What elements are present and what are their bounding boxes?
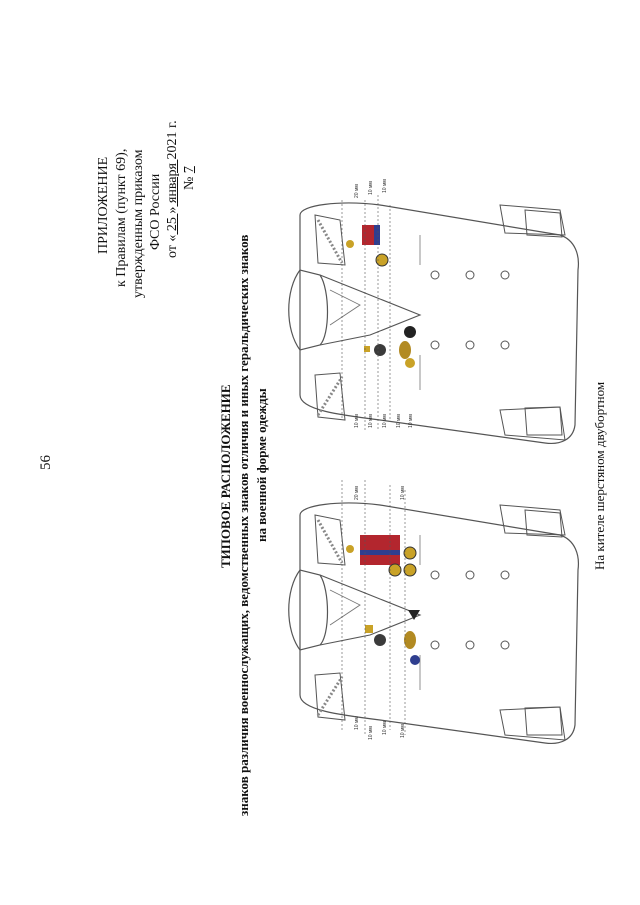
appendix-number: № 7 — [182, 166, 197, 190]
badge — [405, 358, 415, 368]
badge — [404, 631, 416, 649]
dim-label: 10 мм — [368, 181, 374, 195]
dim-label: 10 мм — [382, 721, 388, 735]
dim-label: 10 мм — [368, 726, 374, 740]
badge — [389, 564, 401, 576]
badge — [404, 564, 416, 576]
ribbon-bar — [362, 225, 374, 245]
badge — [410, 655, 420, 665]
badge — [365, 625, 373, 633]
dim-label: 10 мм — [400, 724, 406, 738]
dim-label: 10 мм — [368, 414, 374, 428]
tunic-bottom — [289, 503, 579, 743]
appendix-line-1: ПРИЛОЖЕНИЕ — [96, 156, 111, 254]
badge — [346, 545, 354, 553]
dim-label: 10 мм — [400, 486, 406, 500]
badge — [404, 326, 416, 338]
dim-label: 20 мм — [354, 486, 360, 500]
title-line-3: на военной форме одежды — [254, 388, 269, 542]
dim-label: 20 мм — [354, 184, 360, 198]
appendix-date: от « 25 » января 2021 г. — [165, 120, 180, 258]
dim-label: 10 мм — [354, 716, 360, 730]
badge — [374, 634, 386, 646]
badge — [374, 344, 386, 356]
dim-label: 10 мм — [408, 414, 414, 428]
appendix-line-4: ФСО России — [148, 173, 163, 250]
appendix-line-3: утвержденным приказом — [131, 149, 146, 298]
badge — [346, 240, 354, 248]
title-line-2: знаков различия военнослужащих, ведомственных знаков отличия и иных геральдических знаков — [236, 234, 251, 816]
dim-label: 10 мм — [382, 414, 388, 428]
caption: На кителе шерстяном двубортном — [592, 381, 607, 570]
dim-label: 10 мм — [382, 179, 388, 193]
badge — [404, 547, 416, 559]
appendix-line-2: к Правилам (пункт 69), — [114, 148, 129, 287]
tunic-top — [289, 203, 579, 443]
dim-label: 10 мм — [354, 414, 360, 428]
dim-label: 10 мм — [396, 414, 402, 428]
title-line-1: ТИПОВОЕ РАСПОЛОЖЕНИЕ — [218, 384, 233, 568]
badge — [399, 341, 411, 359]
page-number: 56 — [38, 455, 54, 470]
